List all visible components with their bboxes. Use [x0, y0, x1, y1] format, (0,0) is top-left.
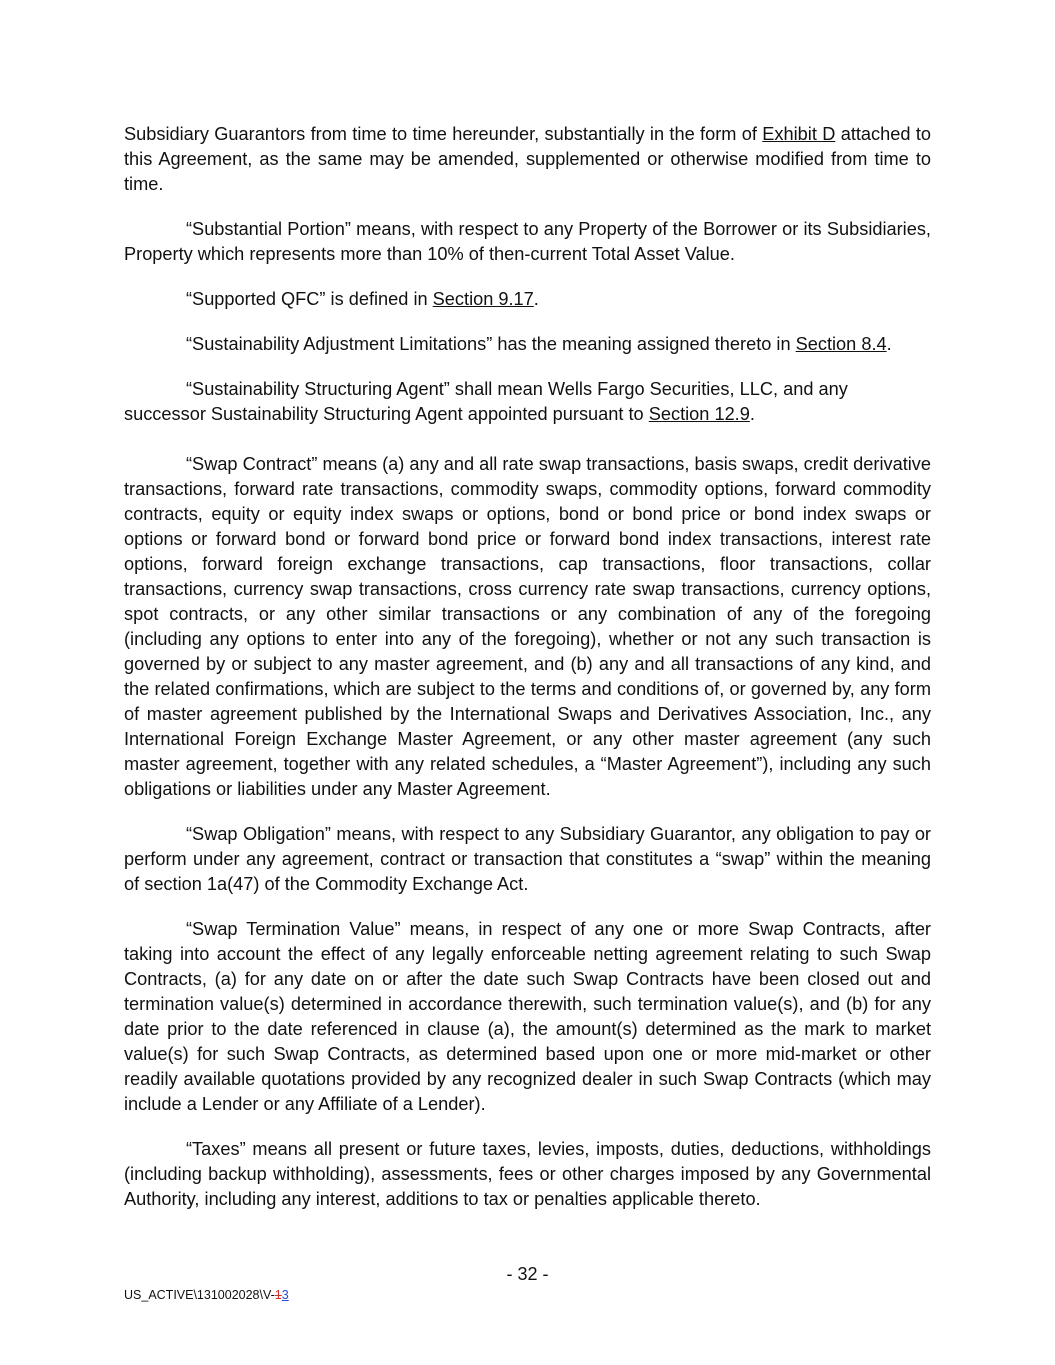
definition-sustainability-structuring-agent: “Sustainability Structuring Agent” shall mean Wells Fargo Securities, LLC, and any successor Sustainability Structuring Agent appointed pursuant to Section 12.9. [124, 379, 848, 424]
document-body [124, 122, 931, 1212]
definition-swap-termination-value: “Swap Termination Value” means, in respect of any one or more Swap Contracts, after taking into account the effect of any legally enforceable netting agreement relating to such Swap Contracts, (a) for any date on or after the date such Swap Contracts have been closed out and termination value(s) determined in accordance therewith, such termination value(s), and (b) for any date prior to the date referenced in clause (a), the amount(s) determined as the mark to market value(s) for such Swap Contracts, as determined based upon one or more mid-market or other readily available quotations provided by any recognized dealer in such Swap Contracts (which may include a Lender or any Affiliate of a Lender). [124, 919, 931, 1114]
exhibit-d-link[interactable]: Exhibit D [762, 124, 836, 144]
document-id: US_ACTIVE\131002028\V-13 [124, 1288, 289, 1302]
definition-supported-qfc: “Supported QFC” is defined in Section 9.17. [186, 289, 539, 309]
section-9-17-link[interactable]: Section 9.17 [432, 289, 534, 309]
deleted-version: 1 [274, 1288, 282, 1302]
section-12-9-link[interactable]: Section 12.9 [648, 404, 750, 424]
paragraph-subsidiary-guaranty: Subsidiary Guarantors from time to time hereunder, substantially in the form of Exhibit D attached to this Agreement, as the same may be amended, supplemented or otherwise modified from time to time. [124, 124, 931, 194]
definition-substantial-portion: “Substantial Portion” means, with respect to any Property of the Borrower or its Subsidiaries, Property which represents more than 10% of then-current Total Asset Value. [124, 219, 931, 264]
section-8-4-link[interactable]: Section 8.4 [795, 334, 887, 354]
definition-swap-contract: “Swap Contract” means (a) any and all rate swap transactions, basis swaps, credit derivative transactions, forward rate transactions, commodity swaps, commodity options, forward commodity contracts, equity or equity index swaps or options, bond or bond price or bond index swaps or options or forward bond or forward bond price or forward bond index transactions, interest rate options, forward foreign exchange transactions, cap transactions, floor transactions, collar transactions, currency swap transactions, cross currency rate swap transactions, currency options, spot contracts, or any other similar transactions or any combination of any of the foregoing (including any options to enter into any of the foregoing), whether or not any such transaction is governed by or subject to any master agreement, and (b) any and all transactions of any kind, and the related confirmations, which are subject to the terms and conditions of, or governed by, any form of master agreement published by the International Swaps and Derivatives Association, Inc., any International Foreign Exchange Master Agreement, or any other master agreement (any such master agreement, together with any related schedules, a “Master Agreement”), including any such obligations or liabilities under any Master Agreement. [124, 454, 932, 799]
page-number: - 32 - [506, 1264, 549, 1284]
definition-taxes: “Taxes” means all present or future taxes, levies, imposts, duties, deductions, withholdings (including backup withholding), assessments, fees or other charges imposed by any Governmental Authority, including any interest, additions to tax or penalties applicable thereto. [124, 1139, 931, 1209]
definition-sustainability-adjustment-limitations: “Sustainability Adjustment Limitations” has the meaning assigned thereto in Section 8.4. [186, 334, 892, 354]
inserted-version: 3 [281, 1288, 289, 1302]
definition-swap-obligation: “Swap Obligation” means, with respect to any Subsidiary Guarantor, any obligation to pay or perform under any agreement, contract or transaction that constitutes a “swap” within the meaning of section 1a(47) of the Commodity Exchange Act. [124, 824, 931, 894]
